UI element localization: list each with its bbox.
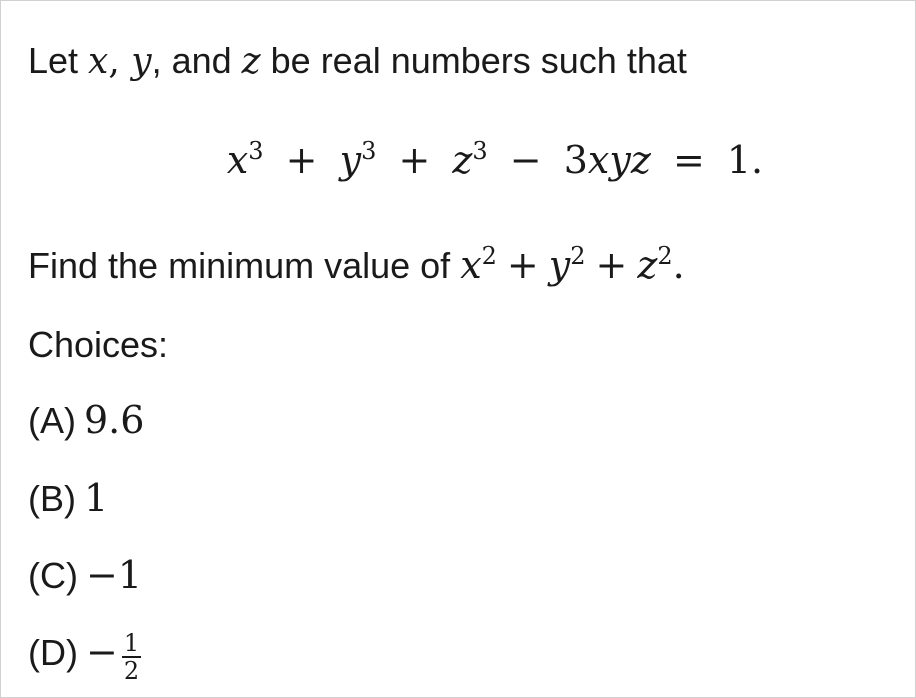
choice-c xyxy=(28,553,142,597)
separator-and: , and xyxy=(151,40,242,81)
eq-x: x xyxy=(226,138,249,182)
q-exp: 2 xyxy=(570,242,586,270)
q-exp: 2 xyxy=(481,242,497,270)
fraction-numerator: 1 xyxy=(123,629,140,657)
choice-value: −1 xyxy=(85,553,143,597)
var-x: x xyxy=(88,41,109,82)
q-y: y xyxy=(548,243,571,287)
display-equation xyxy=(0,138,916,182)
q-plus: + xyxy=(506,243,539,287)
problem-intro xyxy=(28,40,687,82)
choice-d xyxy=(28,630,141,684)
eq-exp: 3 xyxy=(361,137,377,165)
choice-label: (B) xyxy=(28,478,76,519)
intro-text: Let xyxy=(28,40,89,81)
var-z: z xyxy=(241,41,261,82)
question-line xyxy=(28,243,685,287)
fraction-denominator: 2 xyxy=(123,657,140,685)
choice-a xyxy=(28,398,144,442)
choices-label: Choices: xyxy=(28,324,169,365)
eq-z: z xyxy=(452,138,473,182)
choice-value: 9.6 xyxy=(84,398,145,442)
eq-rhs: 1. xyxy=(726,138,764,182)
q-period: . xyxy=(672,243,685,287)
eq-equals: = xyxy=(672,138,705,182)
choice-label: (C) xyxy=(28,555,78,596)
question-text: Find the minimum value of xyxy=(28,245,461,286)
eq-exp: 3 xyxy=(248,137,264,165)
q-plus: + xyxy=(595,243,628,287)
q-z: z xyxy=(637,243,658,287)
eq-exp: 3 xyxy=(472,137,488,165)
choice-sign: − xyxy=(85,630,118,674)
eq-xyz: xyz xyxy=(587,138,651,182)
fraction xyxy=(122,630,141,684)
eq-plus: + xyxy=(285,138,318,182)
choice-value: 1 xyxy=(84,476,109,520)
separator: , xyxy=(108,41,132,82)
q-x: x xyxy=(460,243,482,287)
eq-minus: − xyxy=(509,138,542,182)
eq-plus: + xyxy=(398,138,431,182)
q-exp: 2 xyxy=(657,242,673,270)
choice-label: (D) xyxy=(28,632,78,673)
intro-text-end: be real numbers such that xyxy=(260,40,687,81)
eq-y: y xyxy=(339,138,362,182)
choice-b xyxy=(28,476,108,520)
var-y: y xyxy=(131,41,152,82)
choice-label: (A) xyxy=(28,400,76,441)
eq-coef: 3 xyxy=(563,138,588,182)
